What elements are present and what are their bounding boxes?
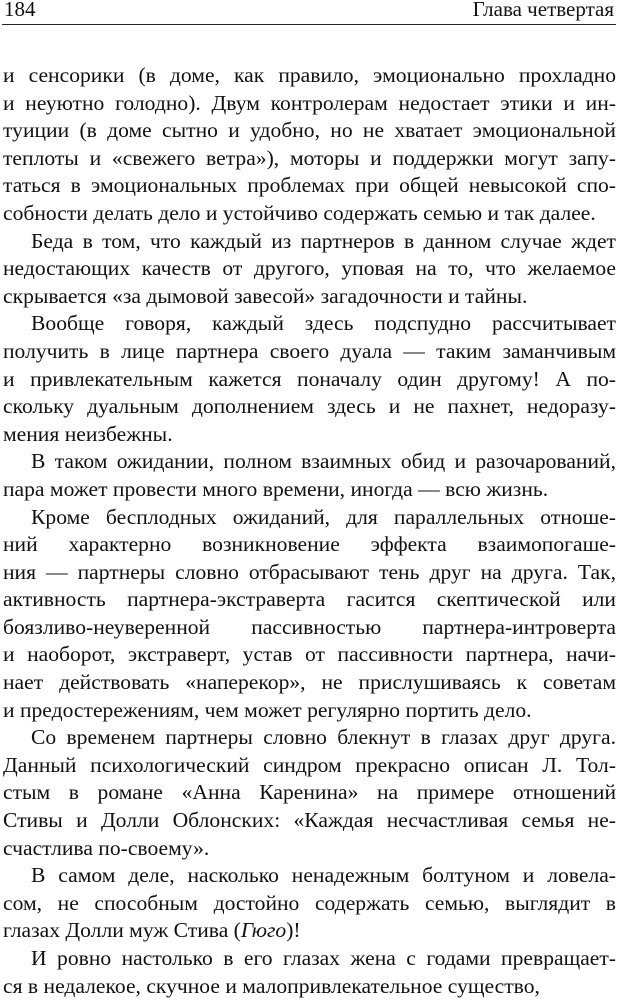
text-line: получить в лице партнера своего дуала — таким заманчивым <box>3 338 616 363</box>
text-line: скольку дуальным дополнением здесь и не пахнет, недоразу- <box>3 394 616 419</box>
text-line: теплоты и «свежего ветра»), моторы и поддержки могут запу- <box>3 145 616 170</box>
paragraph <box>3 945 616 1000</box>
text-line: недостающих качеств от другого, уповая на то, что желаемое <box>3 256 616 281</box>
text-line: и неуютно голодно). Двум контролерам недостает этики и ин- <box>3 90 616 115</box>
text-line: туиции (в доме сытно и удобно, но не хватает эмоциональной <box>3 118 616 143</box>
paragraph <box>3 310 616 448</box>
text-line: счастлива по-своему». <box>3 835 210 860</box>
text-line: Вообще говоря, каждый здесь подспудно рассчитывает <box>31 311 616 336</box>
text-line: Стивы и Долли Облонских: «Каждая несчастливая семья не- <box>3 808 616 833</box>
text-line: боязливо-неуверенной пассивностью партнера-интроверта <box>3 614 616 639</box>
text-line: глазах Долли муж Стива (Гюго)! <box>3 918 301 943</box>
paragraph <box>3 448 616 503</box>
text-line: скрывается «за дымовой завесой» загадочности и тайны. <box>3 283 528 308</box>
header-rule <box>2 24 616 25</box>
text-line: ния — партнеры словно отбрасывают тень друг на друга. Так, <box>3 559 616 584</box>
text-line: ний характерно возникновение эффекта взаимопогаше- <box>3 532 616 557</box>
chapter-title: Глава четвертая <box>472 0 614 21</box>
text-line: и предостережениям, чем может регулярно портить дело. <box>3 697 532 722</box>
text-line: мения неизбежны. <box>3 421 173 446</box>
paragraph <box>3 504 616 725</box>
text-line: и наоборот, экстраверт, устав от пассивности партнера, начи- <box>3 642 616 667</box>
text-line: и сенсорики (в доме, как правило, эмоционально прохладно <box>3 63 616 87</box>
page-number: 184 <box>4 0 36 21</box>
text-line: стым в романе «Анна Каренина» на примере отношений <box>3 780 616 805</box>
text-line: Беда в том, что каждый из партнеров в данном случае ждет <box>31 228 616 253</box>
paragraph <box>3 862 616 945</box>
text-line: И ровно настолько в его глазах жена с годами превращает- <box>31 946 616 970</box>
text-line: В таком ожидании, полном взаимных обид и разочарований, <box>31 449 616 474</box>
text-line: таться в эмоциональных проблемах при общей невысокой спо- <box>3 173 616 198</box>
running-header <box>2 0 616 28</box>
text-line: В самом деле, насколько ненадежным болтуном и ловела- <box>31 863 616 888</box>
paragraph <box>3 228 616 311</box>
text-line: пара может провести много времени, иногда — всю жизнь. <box>3 476 549 501</box>
text-line: ся в недалекое, скучное и малопривлекательное существо, <box>3 973 540 998</box>
body-text <box>3 62 616 1000</box>
text-line: Кроме бесплодных ожиданий, для параллельных отноше- <box>31 504 616 529</box>
text-line: Данный психологический синдром прекрасно описан Л. Тол- <box>3 752 616 777</box>
text-line: активность партнера-экстраверта гасится скептической или <box>3 587 616 612</box>
paragraph <box>3 724 616 862</box>
text-line: Со временем партнеры словно блекнут в глазах друг друга. <box>31 725 616 750</box>
text-line: сом, не способным достойно содержать семью, выглядит в <box>3 890 616 915</box>
text-line: и привлекательным кажется поначалу один другому! А по- <box>3 366 616 391</box>
text-line: собности делать дело и устойчиво содержать семью и так далее. <box>3 200 596 225</box>
paragraph <box>3 62 616 228</box>
text-line: нает действовать «наперекор», не прислушиваясь к советам <box>3 670 616 695</box>
